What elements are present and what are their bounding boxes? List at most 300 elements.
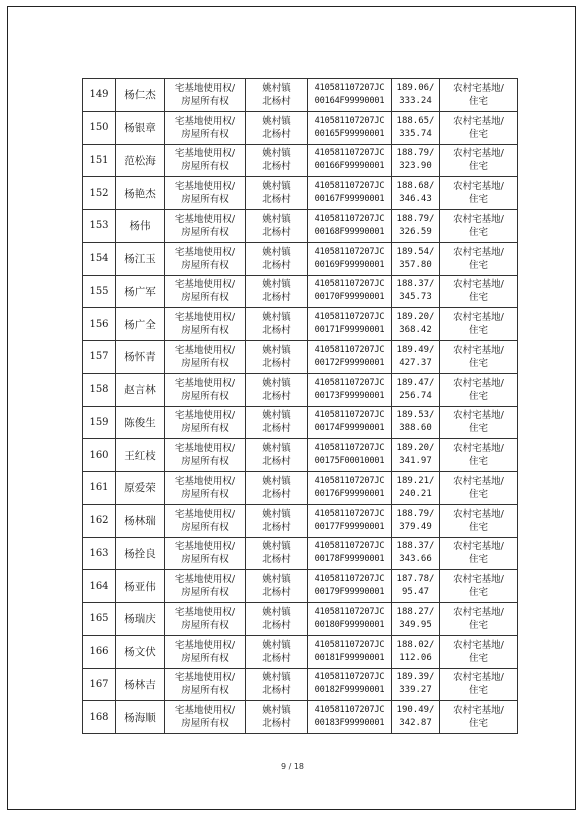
unit-code-cell — [308, 308, 392, 341]
location-cell-line-1: 姚村镇 — [262, 377, 291, 389]
area-cell-line-2: 342.87 — [399, 718, 432, 729]
location-cell-line-2: 北杨村 — [262, 488, 291, 500]
row-number-cell: 165 — [83, 603, 116, 636]
table-row — [83, 603, 518, 636]
area-cell-line-2: 95.47 — [401, 587, 430, 598]
area-cell-line-1: 188.37/ — [396, 541, 435, 552]
land-use-cell — [440, 439, 518, 472]
table-row — [83, 308, 518, 341]
unit-code-cell-line-1: 410581107207JC — [314, 181, 385, 192]
right-type-cell — [165, 341, 246, 374]
land-use-cell-line-2: 住宅 — [468, 488, 488, 500]
right-type-cell — [165, 79, 246, 112]
right-type-cell-line-1: 宅基地使用权/ — [174, 639, 236, 651]
land-use-cell-line-2: 住宅 — [468, 390, 488, 402]
table-row — [83, 537, 518, 570]
land-use-cell — [440, 275, 518, 308]
unit-code-cell-line-1: 410581107207JC — [314, 82, 385, 93]
area-cell-line-2: 323.90 — [399, 161, 432, 172]
area-cell-line-1: 188.27/ — [396, 606, 435, 617]
right-type-cell — [165, 668, 246, 701]
right-type-cell — [165, 439, 246, 472]
location-cell-line-1: 姚村镇 — [262, 148, 291, 160]
location-cell — [246, 111, 308, 144]
right-type-cell-line-2: 房屋所有权 — [181, 357, 229, 369]
land-use-cell — [440, 111, 518, 144]
right-type-cell-line-1: 宅基地使用权/ — [174, 181, 236, 193]
table-row — [83, 79, 518, 112]
land-use-cell — [440, 177, 518, 210]
right-type-cell-line-1: 宅基地使用权/ — [174, 508, 236, 520]
land-use-cell-line-2: 住宅 — [468, 718, 488, 730]
area-cell-line-2: 349.95 — [399, 619, 432, 630]
area-cell-line-1: 189.20/ — [396, 312, 435, 323]
area-cell — [392, 79, 440, 112]
land-use-cell-line-1: 农村宅基地/ — [453, 377, 504, 389]
land-use-cell-line-2: 住宅 — [468, 521, 488, 533]
right-type-cell-line-2: 房屋所有权 — [181, 619, 229, 631]
area-cell — [392, 570, 440, 603]
location-cell-line-1: 姚村镇 — [262, 115, 291, 127]
land-use-cell — [440, 504, 518, 537]
location-cell — [246, 439, 308, 472]
land-use-cell-line-1: 农村宅基地/ — [453, 279, 504, 291]
location-cell-line-1: 姚村镇 — [262, 705, 291, 717]
row-number-cell: 153 — [83, 210, 116, 243]
table-row — [83, 439, 518, 472]
area-cell-line-2: 388.60 — [399, 423, 432, 434]
unit-code-cell-line-2: 00169F99990001 — [314, 259, 385, 270]
location-cell — [246, 242, 308, 275]
unit-code-cell — [308, 603, 392, 636]
table-row — [83, 341, 518, 374]
unit-code-cell — [308, 668, 392, 701]
area-cell-line-2: 339.27 — [399, 685, 432, 696]
area-cell-line-2: 341.97 — [399, 456, 432, 467]
unit-code-cell-line-1: 410581107207JC — [314, 443, 385, 454]
land-use-cell-line-1: 农村宅基地/ — [453, 639, 504, 651]
location-cell-line-2: 北杨村 — [262, 357, 291, 369]
unit-code-cell-line-1: 410581107207JC — [314, 344, 385, 355]
owner-name-cell: 杨亚伟 — [116, 570, 165, 603]
unit-code-cell — [308, 701, 392, 734]
area-cell — [392, 537, 440, 570]
right-type-cell-line-1: 宅基地使用权/ — [174, 606, 236, 618]
area-cell — [392, 406, 440, 439]
area-cell-line-1: 189.20/ — [396, 443, 435, 454]
area-cell-line-1: 189.49/ — [396, 344, 435, 355]
area-cell — [392, 668, 440, 701]
owner-name-cell: 杨银章 — [116, 111, 165, 144]
location-cell — [246, 668, 308, 701]
right-type-cell-line-2: 房屋所有权 — [181, 292, 229, 304]
unit-code-cell-line-1: 410581107207JC — [314, 115, 385, 126]
area-cell — [392, 308, 440, 341]
right-type-cell — [165, 308, 246, 341]
unit-code-cell-line-2: 00178F99990001 — [314, 554, 385, 565]
table-row — [83, 406, 518, 439]
location-cell — [246, 177, 308, 210]
right-type-cell-line-2: 房屋所有权 — [181, 128, 229, 140]
row-number-cell: 160 — [83, 439, 116, 472]
location-cell-line-1: 姚村镇 — [262, 246, 291, 258]
unit-code-cell-line-1: 410581107207JC — [314, 246, 385, 257]
land-use-cell-line-2: 住宅 — [468, 456, 488, 468]
right-type-cell — [165, 111, 246, 144]
area-cell-line-2: 335.74 — [399, 128, 432, 139]
area-cell-line-1: 188.79/ — [396, 508, 435, 519]
area-cell — [392, 275, 440, 308]
unit-code-cell-line-2: 00175F00010001 — [314, 456, 385, 467]
page-number: 9 / 18 — [280, 762, 305, 771]
location-cell-line-1: 姚村镇 — [262, 279, 291, 291]
table-row — [83, 373, 518, 406]
land-use-cell — [440, 701, 518, 734]
right-type-cell — [165, 570, 246, 603]
unit-code-cell — [308, 177, 392, 210]
land-use-cell-line-1: 农村宅基地/ — [453, 443, 504, 455]
unit-code-cell-line-2: 00173F99990001 — [314, 390, 385, 401]
unit-code-cell-line-2: 00183F99990001 — [314, 718, 385, 729]
right-type-cell — [165, 635, 246, 668]
unit-code-cell-line-2: 00166F99990001 — [314, 161, 385, 172]
land-use-cell-line-2: 住宅 — [468, 128, 488, 140]
unit-code-cell-line-2: 00177F99990001 — [314, 521, 385, 532]
right-type-cell-line-2: 房屋所有权 — [181, 488, 229, 500]
area-cell — [392, 504, 440, 537]
location-cell — [246, 373, 308, 406]
unit-code-cell-line-2: 00176F99990001 — [314, 488, 385, 499]
area-cell-line-1: 189.53/ — [396, 410, 435, 421]
location-cell-line-1: 姚村镇 — [262, 312, 291, 324]
right-type-cell-line-2: 房屋所有权 — [181, 325, 229, 337]
right-type-cell — [165, 472, 246, 505]
location-cell-line-1: 姚村镇 — [262, 443, 291, 455]
right-type-cell-line-1: 宅基地使用权/ — [174, 410, 236, 422]
location-cell-line-1: 姚村镇 — [262, 672, 291, 684]
row-number-cell: 162 — [83, 504, 116, 537]
location-cell — [246, 537, 308, 570]
location-cell — [246, 308, 308, 341]
area-cell-line-1: 188.79/ — [396, 213, 435, 224]
area-cell-line-1: 190.49/ — [396, 705, 435, 716]
location-cell-line-2: 北杨村 — [262, 587, 291, 599]
area-cell-line-1: 188.65/ — [396, 115, 435, 126]
row-number-cell: 151 — [83, 144, 116, 177]
location-cell-line-1: 姚村镇 — [262, 181, 291, 193]
land-use-cell-line-1: 农村宅基地/ — [453, 508, 504, 520]
right-type-cell-line-1: 宅基地使用权/ — [174, 541, 236, 553]
table-row — [83, 275, 518, 308]
land-use-cell — [440, 472, 518, 505]
unit-code-cell — [308, 242, 392, 275]
location-cell — [246, 210, 308, 243]
owner-name-cell: 杨林吉 — [116, 668, 165, 701]
unit-code-cell-line-2: 00165F99990001 — [314, 128, 385, 139]
location-cell-line-1: 姚村镇 — [262, 344, 291, 356]
location-cell-line-2: 北杨村 — [262, 194, 291, 206]
land-use-cell-line-1: 农村宅基地/ — [453, 82, 504, 94]
area-cell — [392, 373, 440, 406]
row-number-cell: 149 — [83, 79, 116, 112]
table-row — [83, 210, 518, 243]
land-use-cell-line-1: 农村宅基地/ — [453, 475, 504, 487]
location-cell-line-2: 北杨村 — [262, 456, 291, 468]
unit-code-cell-line-2: 00182F99990001 — [314, 685, 385, 696]
row-number-cell: 155 — [83, 275, 116, 308]
unit-code-cell-line-1: 410581107207JC — [314, 279, 385, 290]
location-cell-line-1: 姚村镇 — [262, 410, 291, 422]
location-cell — [246, 144, 308, 177]
unit-code-cell-line-1: 410581107207JC — [314, 639, 385, 650]
row-number-cell: 158 — [83, 373, 116, 406]
right-type-cell-line-1: 宅基地使用权/ — [174, 377, 236, 389]
unit-code-cell — [308, 373, 392, 406]
location-cell-line-1: 姚村镇 — [262, 213, 291, 225]
location-cell — [246, 341, 308, 374]
right-type-cell-line-2: 房屋所有权 — [181, 423, 229, 435]
row-number-cell: 154 — [83, 242, 116, 275]
right-type-cell — [165, 537, 246, 570]
registry-table-body — [83, 79, 518, 734]
unit-code-cell-line-1: 410581107207JC — [314, 377, 385, 388]
location-cell-line-2: 北杨村 — [262, 652, 291, 664]
land-use-cell-line-1: 农村宅基地/ — [453, 115, 504, 127]
land-use-cell-line-2: 住宅 — [468, 357, 488, 369]
unit-code-cell-line-1: 410581107207JC — [314, 410, 385, 421]
right-type-cell — [165, 373, 246, 406]
unit-code-cell — [308, 79, 392, 112]
unit-code-cell-line-2: 00180F99990001 — [314, 619, 385, 630]
unit-code-cell-line-2: 00168F99990001 — [314, 226, 385, 237]
land-use-cell — [440, 570, 518, 603]
land-use-cell — [440, 373, 518, 406]
right-type-cell-line-2: 房屋所有权 — [181, 652, 229, 664]
land-use-cell-line-2: 住宅 — [468, 325, 488, 337]
row-number-cell: 166 — [83, 635, 116, 668]
area-cell — [392, 177, 440, 210]
location-cell-line-2: 北杨村 — [262, 161, 291, 173]
table-row — [83, 504, 518, 537]
owner-name-cell: 陈俊生 — [116, 406, 165, 439]
row-number-cell: 159 — [83, 406, 116, 439]
land-use-cell-line-2: 住宅 — [468, 423, 488, 435]
area-cell-line-1: 188.02/ — [396, 639, 435, 650]
registry-table — [82, 78, 518, 734]
area-cell-line-2: 379.49 — [399, 521, 432, 532]
area-cell — [392, 242, 440, 275]
land-use-cell-line-1: 农村宅基地/ — [453, 246, 504, 258]
right-type-cell-line-2: 房屋所有权 — [181, 456, 229, 468]
area-cell — [392, 635, 440, 668]
right-type-cell-line-2: 房屋所有权 — [181, 718, 229, 730]
location-cell — [246, 701, 308, 734]
location-cell-line-2: 北杨村 — [262, 423, 291, 435]
land-use-cell — [440, 603, 518, 636]
area-cell-line-1: 188.37/ — [396, 279, 435, 290]
land-use-cell-line-2: 住宅 — [468, 554, 488, 566]
location-cell-line-2: 北杨村 — [262, 292, 291, 304]
land-use-cell-line-2: 住宅 — [468, 226, 488, 238]
unit-code-cell-line-2: 00181F99990001 — [314, 652, 385, 663]
unit-code-cell — [308, 472, 392, 505]
area-cell-line-2: 256.74 — [399, 390, 432, 401]
land-use-cell — [440, 79, 518, 112]
area-cell-line-1: 189.06/ — [396, 82, 435, 93]
area-cell-line-1: 187.78/ — [396, 574, 435, 585]
owner-name-cell: 杨怀青 — [116, 341, 165, 374]
land-use-cell-line-1: 农村宅基地/ — [453, 148, 504, 160]
land-use-cell-line-1: 农村宅基地/ — [453, 541, 504, 553]
land-use-cell-line-1: 农村宅基地/ — [453, 574, 504, 586]
area-cell-line-2: 357.80 — [399, 259, 432, 270]
row-number-cell: 164 — [83, 570, 116, 603]
unit-code-cell — [308, 537, 392, 570]
location-cell-line-2: 北杨村 — [262, 226, 291, 238]
area-cell-line-2: 240.21 — [399, 488, 432, 499]
unit-code-cell-line-2: 00170F99990001 — [314, 292, 385, 303]
unit-code-cell — [308, 439, 392, 472]
location-cell — [246, 79, 308, 112]
right-type-cell-line-1: 宅基地使用权/ — [174, 246, 236, 258]
right-type-cell-line-1: 宅基地使用权/ — [174, 115, 236, 127]
unit-code-cell-line-1: 410581107207JC — [314, 508, 385, 519]
unit-code-cell-line-1: 410581107207JC — [314, 213, 385, 224]
owner-name-cell: 王红枝 — [116, 439, 165, 472]
unit-code-cell-line-1: 410581107207JC — [314, 312, 385, 323]
row-number-cell: 150 — [83, 111, 116, 144]
unit-code-cell-line-2: 00167F99990001 — [314, 194, 385, 205]
land-use-cell-line-2: 住宅 — [468, 194, 488, 206]
location-cell-line-1: 姚村镇 — [262, 475, 291, 487]
location-cell-line-2: 北杨村 — [262, 718, 291, 730]
owner-name-cell: 杨仁杰 — [116, 79, 165, 112]
right-type-cell-line-1: 宅基地使用权/ — [174, 574, 236, 586]
land-use-cell-line-1: 农村宅基地/ — [453, 181, 504, 193]
unit-code-cell-line-1: 410581107207JC — [314, 148, 385, 159]
unit-code-cell — [308, 210, 392, 243]
unit-code-cell — [308, 275, 392, 308]
right-type-cell-line-1: 宅基地使用权/ — [174, 279, 236, 291]
unit-code-cell — [308, 570, 392, 603]
right-type-cell-line-2: 房屋所有权 — [181, 95, 229, 107]
row-number-cell: 157 — [83, 341, 116, 374]
land-use-cell — [440, 308, 518, 341]
right-type-cell-line-1: 宅基地使用权/ — [174, 312, 236, 324]
land-use-cell-line-1: 农村宅基地/ — [453, 213, 504, 225]
land-use-cell-line-2: 住宅 — [468, 259, 488, 271]
location-cell-line-1: 姚村镇 — [262, 606, 291, 618]
right-type-cell-line-2: 房屋所有权 — [181, 587, 229, 599]
table-row — [83, 177, 518, 210]
owner-name-cell: 杨艳杰 — [116, 177, 165, 210]
unit-code-cell — [308, 341, 392, 374]
area-cell-line-2: 343.66 — [399, 554, 432, 565]
right-type-cell-line-2: 房屋所有权 — [181, 259, 229, 271]
location-cell — [246, 472, 308, 505]
row-number-cell: 163 — [83, 537, 116, 570]
land-use-cell-line-1: 农村宅基地/ — [453, 705, 504, 717]
right-type-cell-line-1: 宅基地使用权/ — [174, 705, 236, 717]
row-number-cell: 168 — [83, 701, 116, 734]
owner-name-cell: 原爱荣 — [116, 472, 165, 505]
location-cell — [246, 570, 308, 603]
table-row — [83, 570, 518, 603]
location-cell — [246, 504, 308, 537]
owner-name-cell: 杨拴良 — [116, 537, 165, 570]
owner-name-cell: 杨文伏 — [116, 635, 165, 668]
area-cell — [392, 701, 440, 734]
land-use-cell-line-1: 农村宅基地/ — [453, 410, 504, 422]
area-cell-line-2: 346.43 — [399, 194, 432, 205]
right-type-cell-line-1: 宅基地使用权/ — [174, 672, 236, 684]
table-row — [83, 472, 518, 505]
location-cell-line-1: 姚村镇 — [262, 82, 291, 94]
table-row — [83, 668, 518, 701]
owner-name-cell: 范松海 — [116, 144, 165, 177]
land-use-cell — [440, 341, 518, 374]
land-use-cell-line-1: 农村宅基地/ — [453, 312, 504, 324]
owner-name-cell: 杨海顺 — [116, 701, 165, 734]
right-type-cell — [165, 504, 246, 537]
unit-code-cell-line-1: 410581107207JC — [314, 606, 385, 617]
area-cell-line-1: 188.68/ — [396, 181, 435, 192]
unit-code-cell — [308, 144, 392, 177]
location-cell — [246, 275, 308, 308]
row-number-cell: 152 — [83, 177, 116, 210]
location-cell-line-2: 北杨村 — [262, 521, 291, 533]
land-use-cell — [440, 144, 518, 177]
area-cell-line-1: 189.39/ — [396, 672, 435, 683]
table-row — [83, 144, 518, 177]
right-type-cell-line-1: 宅基地使用权/ — [174, 148, 236, 160]
right-type-cell-line-2: 房屋所有权 — [181, 161, 229, 173]
owner-name-cell: 杨江玉 — [116, 242, 165, 275]
unit-code-cell — [308, 635, 392, 668]
row-number-cell: 156 — [83, 308, 116, 341]
right-type-cell-line-2: 房屋所有权 — [181, 226, 229, 238]
table-row — [83, 111, 518, 144]
land-use-cell-line-2: 住宅 — [468, 161, 488, 173]
land-use-cell-line-2: 住宅 — [468, 652, 488, 664]
unit-code-cell-line-2: 00171F99990001 — [314, 325, 385, 336]
area-cell — [392, 439, 440, 472]
right-type-cell-line-2: 房屋所有权 — [181, 194, 229, 206]
land-use-cell — [440, 668, 518, 701]
owner-name-cell: 赵言林 — [116, 373, 165, 406]
right-type-cell-line-1: 宅基地使用权/ — [174, 344, 236, 356]
table-row — [83, 701, 518, 734]
area-cell-line-1: 188.79/ — [396, 148, 435, 159]
location-cell-line-2: 北杨村 — [262, 325, 291, 337]
right-type-cell-line-1: 宅基地使用权/ — [174, 475, 236, 487]
location-cell-line-2: 北杨村 — [262, 390, 291, 402]
unit-code-cell-line-2: 00179F99990001 — [314, 587, 385, 598]
land-use-cell-line-2: 住宅 — [468, 619, 488, 631]
owner-name-cell: 杨广全 — [116, 308, 165, 341]
owner-name-cell: 杨伟 — [116, 210, 165, 243]
right-type-cell — [165, 603, 246, 636]
area-cell-line-2: 427.37 — [399, 357, 432, 368]
area-cell-line-1: 189.21/ — [396, 475, 435, 486]
land-use-cell — [440, 406, 518, 439]
land-use-cell-line-1: 农村宅基地/ — [453, 672, 504, 684]
right-type-cell-line-2: 房屋所有权 — [181, 554, 229, 566]
area-cell-line-2: 112.06 — [399, 652, 432, 663]
location-cell-line-2: 北杨村 — [262, 128, 291, 140]
location-cell-line-1: 姚村镇 — [262, 508, 291, 520]
right-type-cell-line-1: 宅基地使用权/ — [174, 82, 236, 94]
